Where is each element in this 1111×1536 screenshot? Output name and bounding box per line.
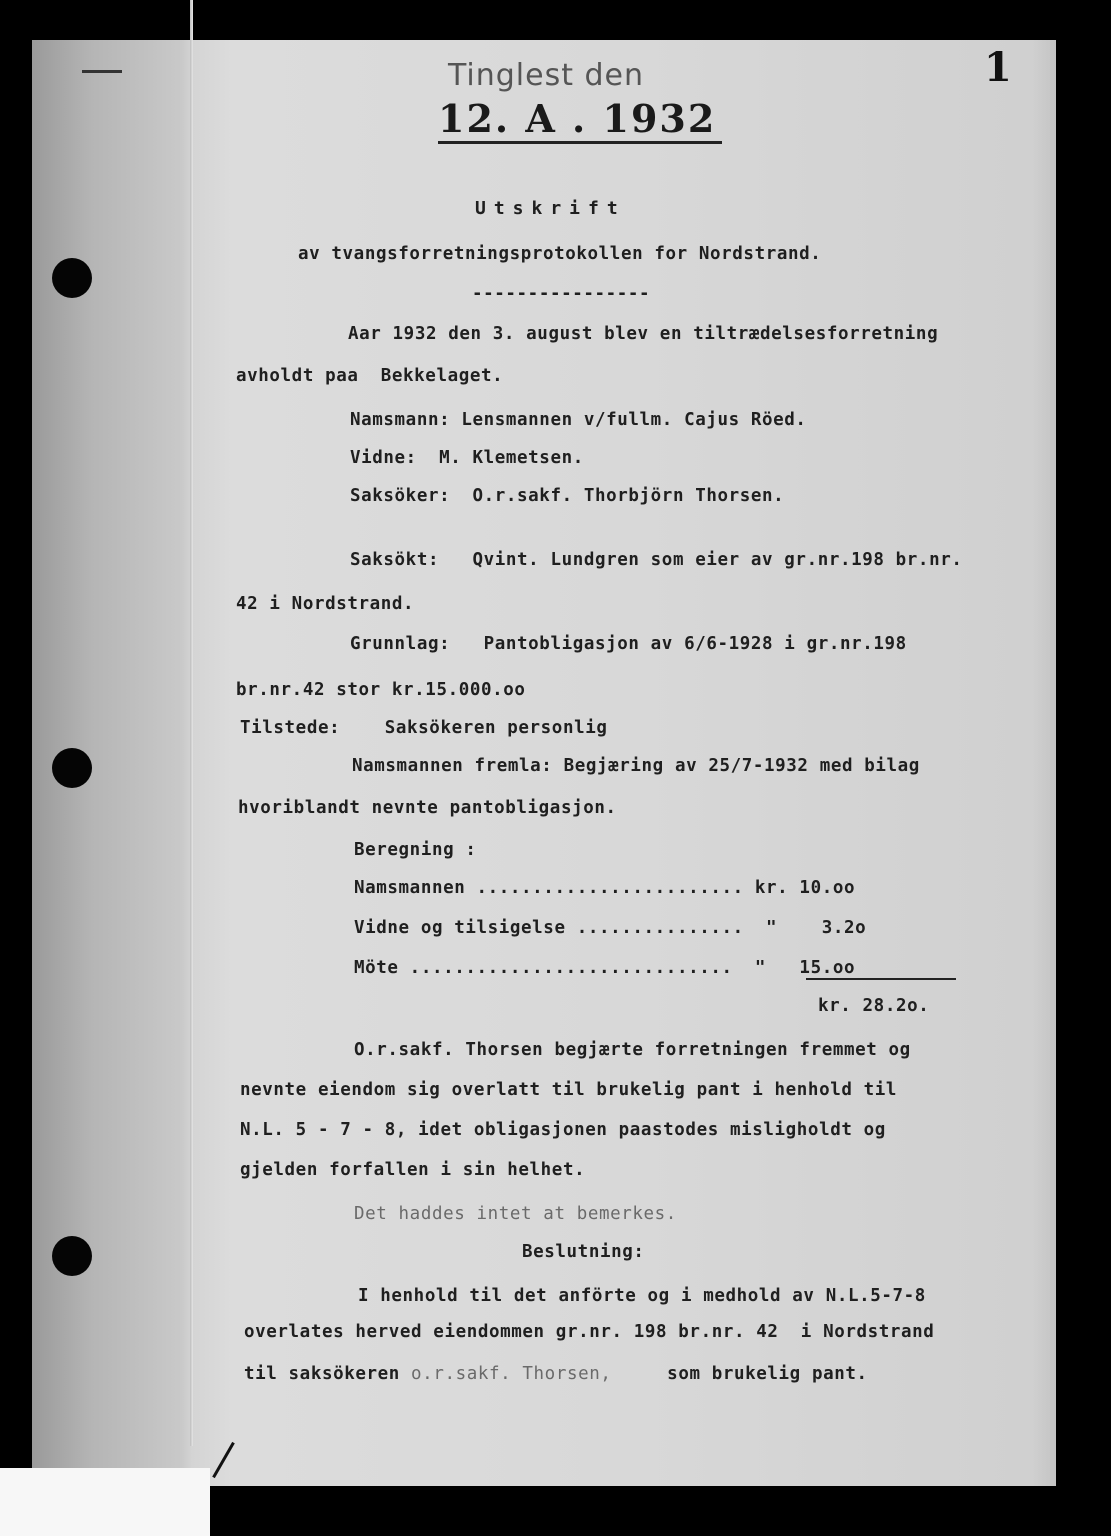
- text-line: gjelden forfallen i sin helhet.: [240, 1160, 586, 1180]
- calc-total: kr. 28.2o.: [818, 996, 930, 1016]
- text-line: 42 i Nordstrand.: [236, 594, 415, 614]
- document-heading: Utskrift: [475, 198, 626, 219]
- divider: ----------------: [472, 284, 651, 304]
- text-line: Beregning :: [354, 840, 477, 860]
- page-number: 1: [984, 44, 1012, 91]
- text-line: Namsmannen fremla: Begjæring av 25/7-1932 med bilag: [352, 756, 920, 776]
- text-line: I henhold til det anförte og i medhold av N.L.5-7-8: [358, 1286, 926, 1306]
- document-subheading: av tvangsforretningsprotokollen for Nordstrand.: [298, 244, 822, 264]
- registration-stamp-date: 12. A . 1932: [438, 96, 722, 144]
- text-line: O.r.sakf. Thorsen begjærte forretningen fremmet og: [354, 1040, 911, 1060]
- text-line: N.L. 5 - 7 - 8, idet obligasjonen paastodes misligholdt og: [240, 1120, 886, 1140]
- text-line: Saksöker: O.r.sakf. Thorbjörn Thorsen.: [350, 486, 785, 506]
- calc-row: Namsmannen ........................ kr. 10.oo: [354, 878, 856, 898]
- text-line: Aar 1932 den 3. august blev en tiltrædelsesforretning: [348, 324, 939, 344]
- registration-stamp-label: Tinglest den: [448, 58, 645, 93]
- sum-underline: [806, 978, 956, 980]
- punch-hole: [52, 258, 92, 298]
- text-line: Grunnlag: Pantobligasjon av 6/6-1928 i gr.nr.198: [350, 634, 907, 654]
- calc-row: Möte ............................. " 15.oo: [354, 958, 856, 978]
- text-line: overlates herved eiendommen gr.nr. 198 br.nr. 42 i Nordstrand: [244, 1322, 935, 1342]
- punch-hole: [52, 1236, 92, 1276]
- text-line: avholdt paa Bekkelaget.: [236, 366, 504, 386]
- text-line: br.nr.42 stor kr.15.000.oo: [236, 680, 526, 700]
- text-line: Namsmann: Lensmannen v/fullm. Cajus Röed.: [350, 410, 807, 430]
- text-line: Saksökt: Qvint. Lundgren som eier av gr.nr.198 br.nr.: [350, 550, 963, 570]
- text-line: Det haddes intet at bemerkes.: [354, 1204, 677, 1224]
- punch-hole: [52, 748, 92, 788]
- text-line: Vidne: M. Klemetsen.: [350, 448, 584, 468]
- text-line: nevnte eiendom sig overlatt til brukelig pant i henhold til: [240, 1080, 898, 1100]
- text-line: hvoriblandt nevnte pantobligasjon.: [238, 798, 617, 818]
- page-fold: [190, 0, 193, 1446]
- decision-heading: Beslutning:: [522, 1242, 645, 1262]
- text-line: til saksökeren o.r.sakf. Thorsen, som brukelig pant.: [244, 1364, 868, 1384]
- scan-mark: [82, 70, 122, 73]
- scan-label-area: [0, 1468, 210, 1536]
- text-line: Tilstede: Saksökeren personlig: [240, 718, 608, 738]
- calc-row: Vidne og tilsigelse ............... " 3.2o: [354, 918, 867, 938]
